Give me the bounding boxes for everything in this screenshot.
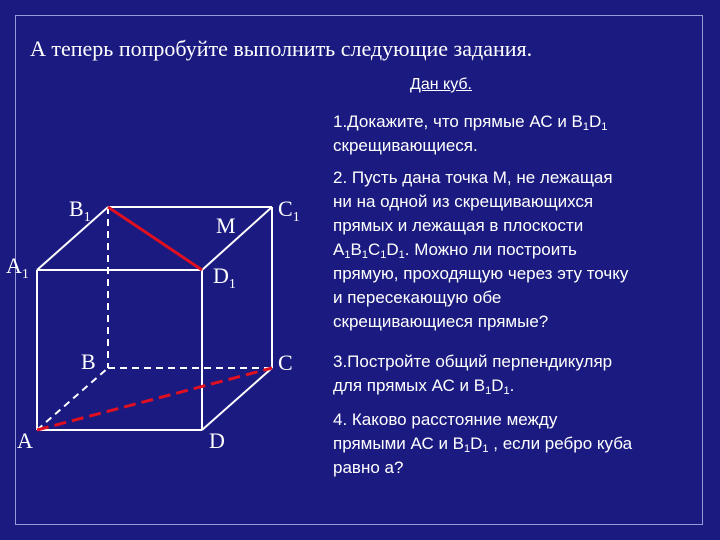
label-b1: $B_1$ — [69, 196, 91, 225]
plane-sub-a: 1 — [344, 249, 351, 261]
plane-letter-a: А — [333, 240, 345, 259]
task-3-sub-2: 1 — [503, 385, 510, 397]
task-1-line-2: скрещивающиеся. — [333, 136, 478, 155]
given-heading: Дан куб. — [410, 76, 472, 93]
task-4-text-c: , если ребро куба — [488, 434, 633, 453]
task-1-text-a: 1.Докажите, что прямые АС и В — [333, 112, 583, 131]
task-2-line-2: ни на одной из скрещивающихся — [333, 192, 594, 211]
edge-c1-d1 — [202, 207, 272, 270]
plane-letter-c: С — [367, 240, 381, 259]
label-b: B — [81, 349, 96, 374]
task-2-line-3: прямых и лежащая в плоскости — [333, 216, 584, 235]
task-3-line-1: 3.Постройте общий перпендикуляр — [333, 352, 613, 371]
plane-sub-d: 1 — [398, 249, 405, 261]
task-1-sub-1: 1 — [582, 121, 590, 133]
label-d1: $D_1$ — [213, 263, 236, 292]
task-3-text-b: D — [491, 376, 504, 395]
task-3-text-a: для прямых АС и В — [333, 376, 486, 395]
plane-sub-c: 1 — [380, 249, 387, 261]
task-2-line-1: 2. Пусть дана точка М, не лежащая — [333, 168, 613, 187]
label-a1: $A_1$ — [6, 253, 29, 282]
plane-letter-d: D — [386, 240, 399, 259]
segment-b1-d1 — [108, 207, 202, 270]
task-4-sub-2: 1 — [482, 443, 489, 455]
plane-sub-b: 1 — [361, 249, 368, 261]
plane-letter-b: В — [350, 240, 362, 259]
label-c: C — [278, 350, 293, 375]
task-4-text-a: прямыми АС и В — [333, 434, 465, 453]
task-2-line-5: прямую, проходящую через эту точку — [333, 264, 629, 283]
task-4-sub-1: 1 — [464, 443, 471, 455]
task-1-text-b: D — [589, 112, 602, 131]
task-4-line-3: равно а? — [333, 458, 404, 477]
slide-title: А теперь попробуйте выполнить следующие задания. — [30, 36, 533, 61]
task-1-sub-2: 1 — [601, 121, 608, 133]
task-4-text-b: D — [470, 434, 483, 453]
task-3-sub-1: 1 — [485, 385, 492, 397]
task-2-line-7: скрещивающиеся прямые? — [333, 312, 549, 331]
label-c1: $C_1$ — [278, 196, 300, 225]
task-2-line-4-rest: . Можно ли построить — [404, 240, 577, 259]
label-m: M — [216, 213, 236, 238]
task-2-line-6: и пересекающую обе — [333, 288, 502, 307]
task-3-text-c: . — [509, 376, 515, 395]
task-4-line-1: 4. Каково расстояние между — [333, 410, 558, 429]
label-a: A — [17, 428, 33, 453]
label-d: D — [209, 428, 225, 453]
